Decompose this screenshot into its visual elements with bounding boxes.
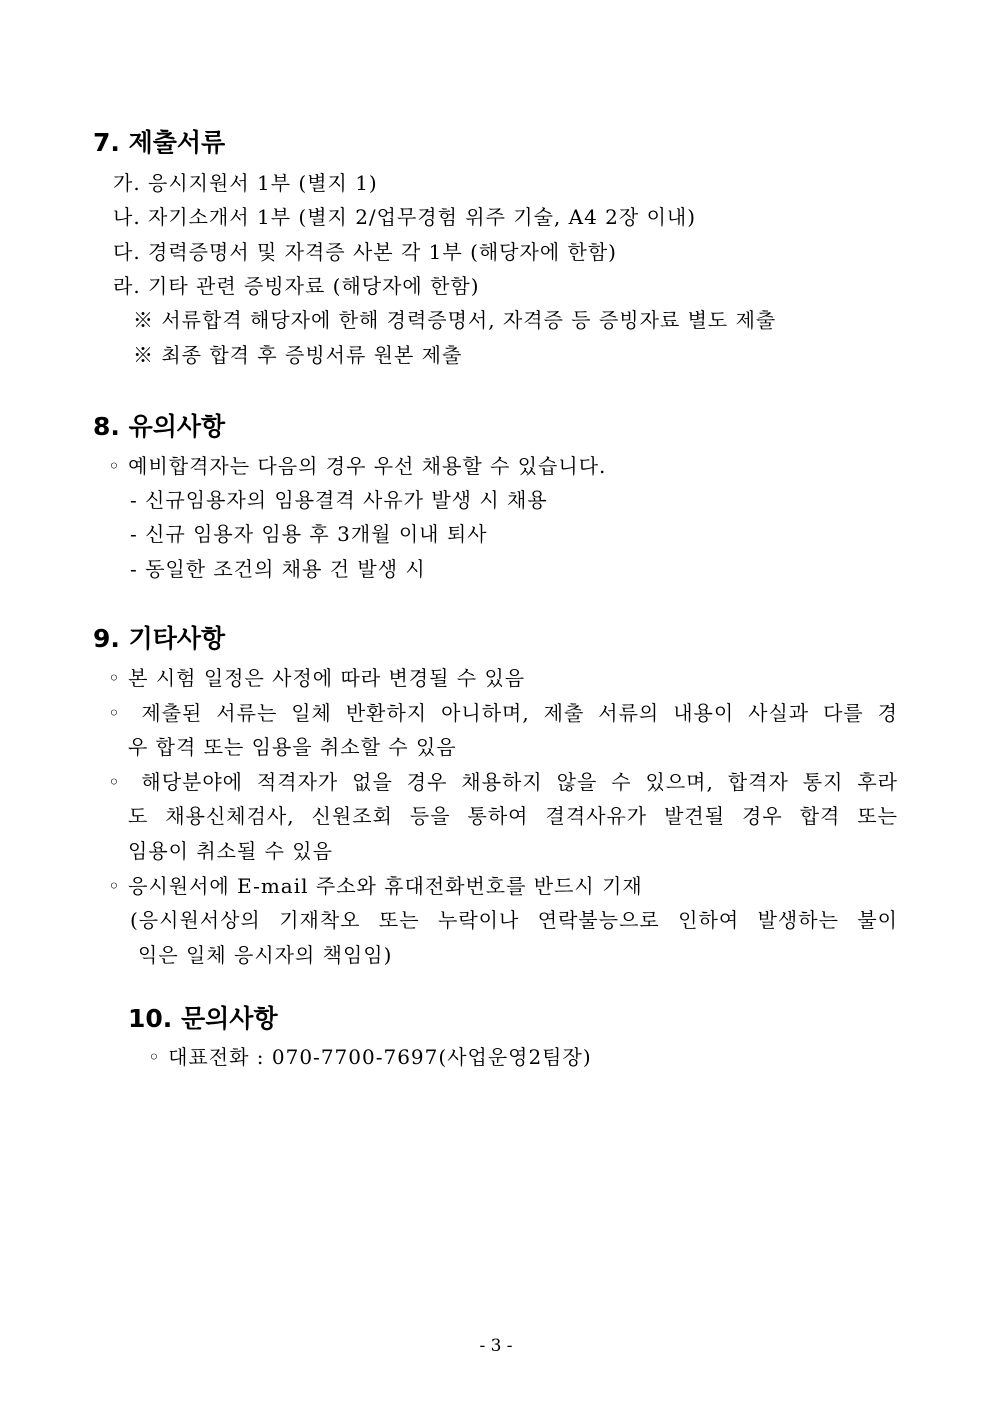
s9-line-3c: 임용이 취소될 수 있음 xyxy=(128,839,333,863)
s9-line-3a: ◦ 해당분야에 적격자가 없을 경우 채용하지 않을 수 있으며, 합격자 통지 후라 xyxy=(108,770,898,794)
s9-line-3b: 도 채용신체검사, 신원조회 등을 통하여 결격사유가 발견될 경우 합격 또는 xyxy=(128,804,898,828)
s7-note-2: ※ 최종 합격 후 증빙서류 원본 제출 xyxy=(133,343,463,367)
section-7-title: 7. 제출서류 xyxy=(93,128,226,157)
s9-line-2b: 우 합격 또는 임용을 취소할 수 있음 xyxy=(128,735,457,759)
s7-item-4: 라. 기타 관련 증빙자료 (해당자에 한함) xyxy=(113,274,480,298)
s7-item-1: 가. 응시지원서 1부 (별지 1) xyxy=(113,171,378,195)
s8-intro: ◦ 예비합격자는 다음의 경우 우선 채용할 수 있습니다. xyxy=(108,454,607,478)
s9-line-4b: (응시원서상의 기재착오 또는 누락이나 연락불능으로 인하여 발생하는 불이 xyxy=(130,908,898,932)
s8-item-2: - 신규 임용자 임용 후 3개월 이내 퇴사 xyxy=(130,522,488,546)
s8-item-1: - 신규임용자의 임용결격 사유가 발생 시 채용 xyxy=(130,488,548,512)
s10-phone: ◦ 대표전화 : 070-7700-7697(사업운영2팀장) xyxy=(148,1045,592,1069)
s9-line-4c: 익은 일체 응시자의 책임임) xyxy=(138,943,393,967)
section-10-title: 10. 문의사항 xyxy=(128,1004,278,1033)
s9-line-1: ◦ 본 시험 일정은 사정에 따라 변경될 수 있음 xyxy=(108,666,526,690)
section-8-title: 8. 유의사항 xyxy=(93,412,226,441)
s8-item-3: - 동일한 조건의 채용 건 발생 시 xyxy=(130,557,426,581)
page-number: - 3 - xyxy=(479,1336,513,1356)
s7-note-1: ※ 서류합격 해당자에 한해 경력증명서, 자격증 등 증빙자료 별도 제출 xyxy=(133,308,777,332)
s7-item-2: 나. 자기소개서 1부 (별지 2/업무경험 위주 기술, A4 2장 이내) xyxy=(113,205,697,229)
s9-line-4a: ◦ 응시원서에 E-mail 주소와 휴대전화번호를 반드시 기재 xyxy=(108,874,643,898)
s9-line-2a: ◦ 제출된 서류는 일체 반환하지 아니하며, 제출 서류의 내용이 사실과 다를 경 xyxy=(108,701,898,725)
s7-item-3: 다. 경력증명서 및 자격증 사본 각 1부 (해당자에 한함) xyxy=(113,240,617,264)
section-9-title: 9. 기타사항 xyxy=(93,624,226,653)
